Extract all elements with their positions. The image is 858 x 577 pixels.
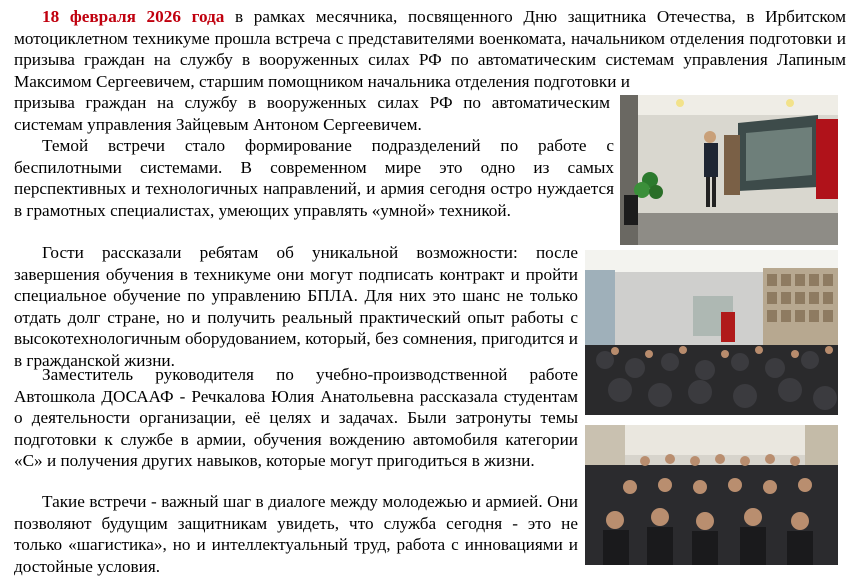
paragraph-2: Темой встречи стало формирование подразделений по работе с беспилотными системами. В современном мире это одно из самых перспективных и технологичных направлений, и армия сегодня остро нуждается в грамотных специалистах, умеющих управлять «умной» техникой. [14, 136, 614, 220]
paragraph-1-text: в рамках месячника, посвященного Дню защитника Отечества, в Ирбитском мотоциклетном техникуме прошла встреча с представителями военкомата, начальником отделения подготовки и призыва граждан на службу в вооруженных силах РФ по автоматическим системам управления Лапиным Максимом Сергеевичем, старшим помощником начальника отделения подготовки и [14, 7, 846, 91]
photo-speaker [620, 95, 838, 245]
paragraph-1-tail: призыва граждан на службу в вооруженных силах РФ по автоматическим системам управления Зайцевым Антоном Сергеевичем. [14, 93, 610, 134]
photo-audience-hall [585, 250, 838, 415]
paragraph-4: Заместитель руководителя по учебно-производственной работе Автошкола ДОСААФ - Речкалова Юлия Анатольевна рассказала студентам о деятельности организации, её целях и задачах. Были затронуты темы подготовки к службе в армии, обучения вождению автомобиля категории «С» и получения других навыков, которые могут пригодиться в жизни. [14, 365, 578, 470]
photo-students [585, 425, 838, 565]
paragraph-3: Гости рассказали ребятам об уникальной возможности: после завершения обучения в техникуме они могут подписать контракт и пройти специальное обучение по управлению БПЛА. Для них это шанс не только отдать долг стране, но и получить реальный практический опыт работы с высокотехнологичным оборудованием, который, без сомнения, пригодится и в гражданской жизни. [14, 243, 578, 370]
paragraph-1 [14, 6, 846, 92]
paragraph-5: Такие встречи - важный шаг в диалоге между молодежью и армией. Они позволяют будущим защитникам увидеть, что служба сегодня - это не только «шагистика», но и интеллектуальный труд, работа с инновациями и достойные условия. [14, 492, 578, 576]
event-date: 18 февраля 2026 года [42, 7, 225, 26]
